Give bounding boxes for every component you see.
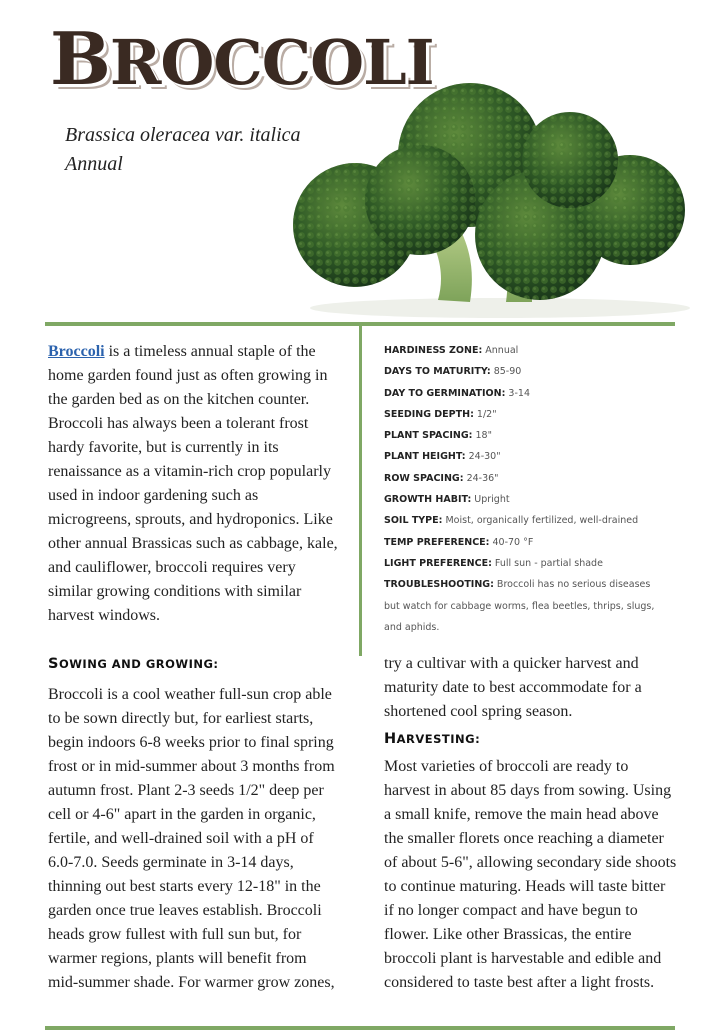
sowing-heading: SOWING AND GROWING: bbox=[48, 656, 219, 672]
harvesting-paragraph: Most varieties of broccoli are ready to harvest in about 85 days from sowing. Using a small knife, remove the main head above the smaller florets once reaching a diameter of about 5-6", allowing secondary side shoots to continue maturing. Heads will taste bitter if no longer compact and have begun to flower. Like other Brassicas, the entire broccoli plant is harvestable and edible and considered to taste best after a light frosts. bbox=[384, 758, 677, 991]
spec-item: TROUBLESHOOTING: Broccoli has no serious diseases bbox=[384, 579, 651, 591]
spec-item: DAYS TO MATURITY: 85-90 bbox=[384, 366, 522, 378]
growing-specs-list bbox=[384, 340, 684, 638]
title-rest: ROCCOLI bbox=[109, 26, 434, 99]
life-cycle: Annual bbox=[65, 153, 123, 175]
spec-item: GROWTH HABIT: Upright bbox=[384, 494, 510, 506]
broccoli-link[interactable]: Broccoli bbox=[48, 343, 105, 360]
bottom-divider bbox=[45, 1026, 675, 1030]
spec-item: PLANT SPACING: 18" bbox=[384, 430, 492, 442]
harvesting-heading: HARVESTING: bbox=[384, 731, 481, 747]
scientific-name: Brassica oleracea var. italica bbox=[65, 124, 301, 146]
intro-text: is a timeless annual staple of the home garden found just as often growing in the garden bed as on the kitchen counter. Broccoli has always been a tolerant frost hardy favorite, but is currently in its renaissance as a vitamin-rich crop popularly used in indoor gardening such as microgreens, sprouts, and hydroponics. Like other annual Brassicas such as cabbage, kale, and cauliflower, broccoli requires very similar growing conditions with similar harvest windows. bbox=[48, 343, 338, 624]
spec-item: HARDINESS ZONE: Annual bbox=[384, 345, 519, 356]
spec-item: SOIL TYPE: Moist, organically fertilized, well-drained bbox=[384, 515, 639, 527]
sowing-paragraph: Broccoli is a cool weather full-sun crop able to be sown directly but, for earliest starts, begin indoors 6-8 weeks prior to final spring frost or in mid-summer about 3 months from autumn frost. Plant 2-3 seeds 1/2" deep per cell or 4-6" apart in the garden in organic, fertile, and well-drained soil with a pH of 6.0-7.0. Seeds germinate in 3-14 days, thinning out best starts every 12-18" in the garden once true leaves establish. Broccoli heads grow fullest with full sun but, for warmer regions, plants will benefit from mid-summer shade. For warmer grow zones, bbox=[48, 686, 335, 991]
spec-item: TEMP PREFERENCE: 40-70 °F bbox=[384, 536, 534, 548]
spec-item: ROW SPACING: 24-36" bbox=[384, 472, 499, 484]
intro-paragraph bbox=[48, 340, 338, 628]
broccoli-image bbox=[270, 60, 700, 322]
spec-item: SEEDING DEPTH: 1/2" bbox=[384, 408, 497, 420]
sowing-continued-paragraph: try a cultivar with a quicker harvest and maturity date to best accommodate for a shortened cool spring season. bbox=[384, 655, 642, 720]
spec-item: LIGHT PREFERENCE: Full sun - partial shade bbox=[384, 557, 603, 569]
spec-item: and aphids. bbox=[384, 621, 440, 633]
spec-item: but watch for cabbage worms, flea beetles, thrips, slugs, bbox=[384, 600, 655, 612]
column-divider bbox=[359, 326, 362, 656]
spec-item: PLANT HEIGHT: 24-30" bbox=[384, 451, 501, 463]
title-initial: B bbox=[50, 16, 110, 101]
spec-item: DAY TO GERMINATION: 3-14 bbox=[384, 387, 530, 399]
